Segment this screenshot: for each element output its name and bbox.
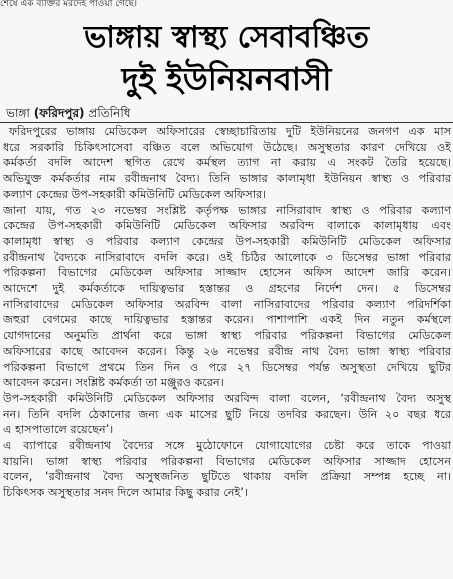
body-line: নন। তিনি বদলি ঠেকানোর জন্য এক মাসের ছুটি নিয়ে তদবির করছেন। উনি ২০ বছর ধরে bbox=[3, 407, 451, 421]
article-body bbox=[3, 124, 451, 501]
body-line: কল্যাণ কেন্দ্রের উপ-সহকারী কমিউনিটি মেডিকেল অফিসার। bbox=[3, 187, 267, 201]
body-line: জানা যায়, গত ২৩ নভেম্বর সংশ্লিষ্ট কর্তৃপক্ষ ভাঙ্গার নাসিরাবাদ স্বাস্থ্য ও পরিবার কল্যাণ bbox=[3, 203, 451, 217]
body-line: রবীন্দ্রনাথ বৈদ্যকে নাসিরাবাদে বদলি করে। ওই চিঠির আলোকে ৩ ডিসেম্বর ভাঙ্গা পরিবার bbox=[3, 250, 451, 264]
headline-line-2: দুই ইউনিয়নবাসী bbox=[121, 60, 332, 98]
byline-role: প্রতিনিধি bbox=[88, 106, 131, 120]
body-line: বলেন, ‘রবীন্দ্রনাথ বৈদ্য অসুস্থজনিত ছুটিতে থাকায় বদলি প্রক্রিয়া সম্পন্ন হচ্ছে না। bbox=[3, 470, 451, 484]
body-line: এ হাসপাতালে রয়েছেন’। bbox=[3, 423, 114, 437]
body-line: পরিকল্পনা বিভাগে প্রথমে তিন দিন ও পরে ২৭ ডিসেম্বর পর্যন্ত অসুস্থতা দেখিয়ে ছুটির bbox=[3, 360, 451, 374]
byline bbox=[6, 106, 131, 120]
body-line: পরিকল্পনা বিভাগের মেডিকেল অফিসার সাজ্জাদ হোসেন অফিস আদেশ জারি করেন। bbox=[3, 266, 451, 280]
body-line: ফরিদপুরের ভাঙ্গায় মেডিকেল অফিসারের স্বেচ্ছাচারিতায় দুটি ইউনিয়নের জনগণ এক মাস bbox=[9, 125, 451, 138]
body-line: কেন্দ্রের উপ-সহকারী কমিউনিটি মেডিকেল অফিসার অরবিন্দ বালাকে কালামৃধায় এবং bbox=[3, 219, 451, 233]
body-line: যোগদানের অনুমতি প্রার্থনা করে ভাঙ্গা স্বাস্থ্য পরিবার পরিকল্পনা বিভাগের মেডিকেল bbox=[3, 329, 451, 343]
body-line: কর্মকর্তা বদলি আদেশ স্থগিত রেখে কর্মস্থল ত্যাগ না করায় এ সংকট তৈরি হয়েছে। bbox=[3, 156, 451, 170]
body-line: কালামৃধা স্বাস্থ্য ও পরিবার কল্যাণ কেন্দ্রের উপ-সহকারী কমিউনিটি মেডিকেল অফিসার bbox=[3, 234, 451, 248]
body-line: অফিসারের কাছে আবেদন করেন। কিন্তু ২৬ নভেম্বর রবীন্দ্র নাথ বৈদ্য ভাঙ্গা স্বাস্থ্য পরিবার bbox=[3, 344, 451, 358]
byline-place: ভাঙ্গা bbox=[6, 106, 30, 120]
body-line: ধরে সরকারি চিকিৎসাসেবা বঞ্চিত বলে অভিযোগ উঠেছে। অসুস্থতার কারণ দেখিয়ে ওই bbox=[3, 140, 451, 154]
body-line: নাসিরাবাদের মেডিকেল অফিসার অরবিন্দ বালা নাসিরাবাদের পরিবার কল্যাণ পরিদর্শিকা bbox=[3, 297, 451, 311]
body-line: চিকিৎসক অসুস্থতার সনদ দিলে আমার কিছু করার নেই’। bbox=[3, 486, 248, 500]
body-line: আবেদন করেন। সংশ্লিষ্ট কর্মকর্তা তা মঞ্জুরও করেন। bbox=[3, 376, 224, 390]
body-line: যায়নি। ভাঙ্গা স্বাস্থ্য পরিবার পরিকল্পনা বিভাগের মেডিকেল অফিসার সাজ্জাদ হোসেন bbox=[3, 454, 451, 468]
body-line: আদেশে দুই কর্মকর্তাকে দায়িত্বভার হস্তান্তর ও গ্রহণের নির্দেশ দেন। ৫ ডিসেম্বর bbox=[3, 282, 451, 296]
body-line: উপ-সহকারী কমিউনিটি মেডিকেল অফিসার অরবিন্দ বালা বলেন, ‘রবীন্দ্রনাথ বৈদ্য অসুস্থ bbox=[3, 391, 451, 405]
headline-line-1: ভাঙ্গায় স্বাস্থ্য সেবাবঞ্চিত bbox=[83, 20, 370, 55]
body-line: অভিযুক্ত কর্মকর্তার নাম রবীন্দ্রনাথ বৈদ্য। তিনি ভাঙ্গার কালামৃধা ইউনিয়ন স্বাস্থ্য ও পরিবার bbox=[3, 172, 451, 186]
byline-district: (ফরিদপুর) bbox=[33, 106, 85, 120]
byline-divider bbox=[0, 122, 453, 123]
body-line: এ ব্যাপারে রবীন্দ্রনাথ বৈদ্যের সঙ্গে মুঠোফোনে যোগাযোগের চেষ্টা করে তাকে পাওয়া bbox=[3, 439, 451, 453]
body-line: জহুরা বেগমের কাছে দায়িত্বভার হস্তান্তর করেন। পাশাপাশি একই দিন নতুন কর্মস্থলে bbox=[3, 313, 451, 327]
previous-article-fragment: শেষে এক ব্যক্তির মরদেহ পাওয়া গেছে। bbox=[0, 0, 138, 8]
